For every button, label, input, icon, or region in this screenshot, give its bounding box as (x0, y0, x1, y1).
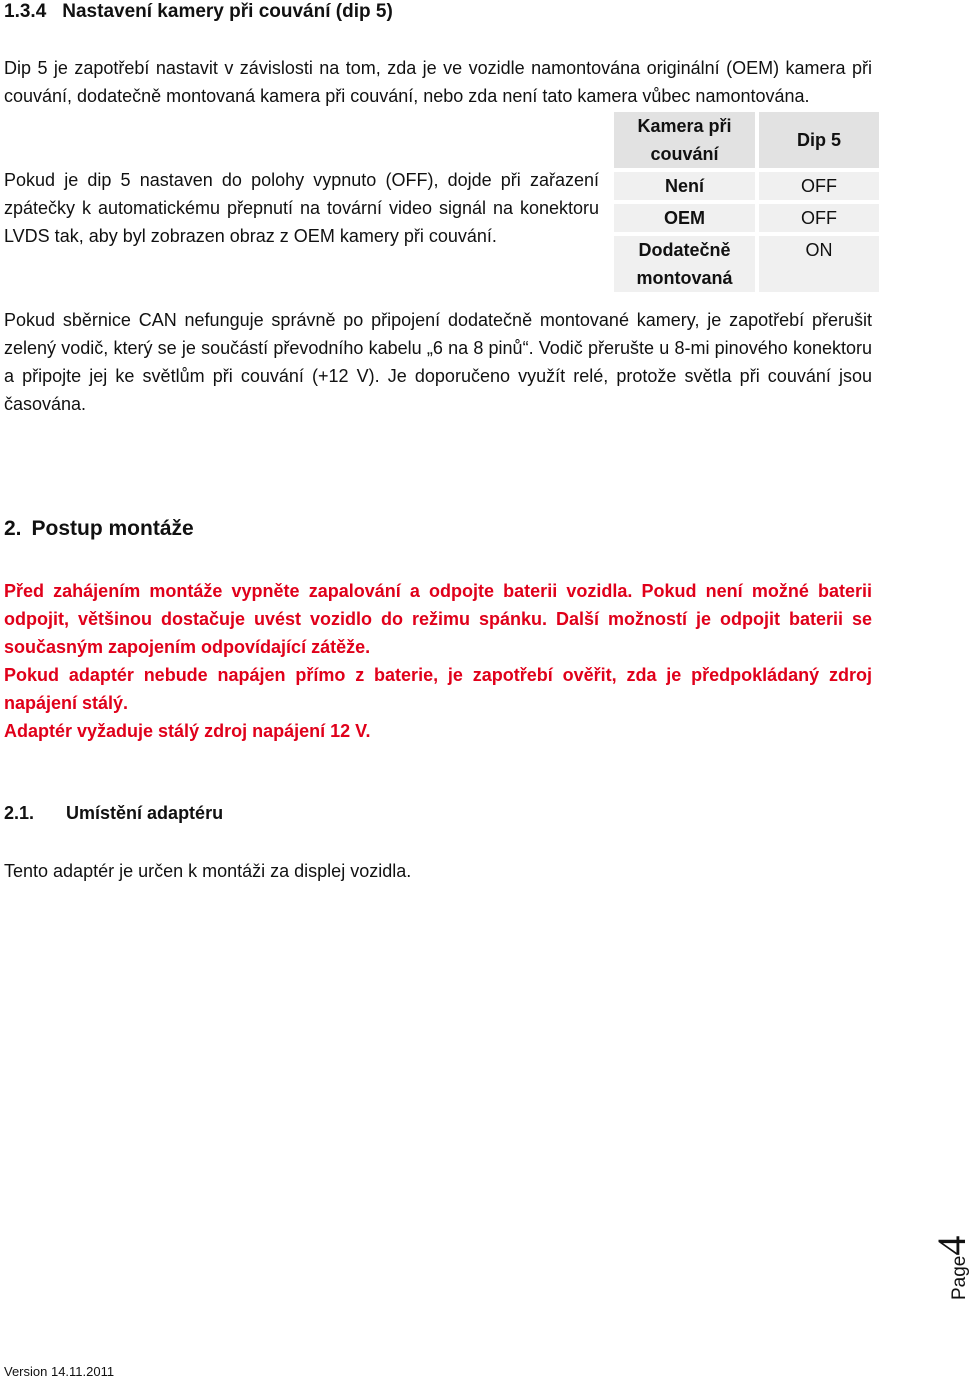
section-title: Postup montáže (31, 517, 194, 540)
table-row-value: OFF (759, 204, 879, 232)
dip5-table (610, 108, 883, 296)
section-title: Nastavení kamery při couvání (dip 5) (62, 1, 393, 22)
section-number: 1.3.4 (4, 1, 47, 22)
intro-paragraph: Dip 5 je zapotřebí nastavit v závislosti na tom, zda je ve vozidle namontována originální (OEM) kamera při couvání, dodatečně montovaná kamera při couvání, nebo zda není tato kamera vůbec namontována. (4, 58, 872, 106)
warning-power-source: Pokud adaptér nebude napájen přímo z baterie, je zapotřebí ověřit, zda je předpokládaný zdroj napájení stálý. (4, 665, 872, 713)
table-row-value: ON (759, 236, 879, 292)
page-num-value: 4 (929, 1235, 974, 1256)
section-number: 2.1. (4, 803, 35, 823)
warning-12v: Adaptér vyžaduje stálý zdroj napájení 12 V. (4, 721, 371, 741)
section-heading (4, 1, 393, 23)
table-header-dip5: Dip 5 (759, 112, 879, 168)
dip5-off-paragraph: Pokud je dip 5 nastaven do polohy vypnuto (OFF), dojde při zařazení zpátečky k automatickému přepnutí na tovární video signál na konektoru LVDS tak, aby byl zobrazen obraz z OEM kamery při couvání. (4, 170, 599, 246)
warning-battery: Před zahájením montáže vypněte zapalování a odpojte baterii vozidla. Pokud není možné baterii odpojit, většinou dostačuje uvést vozidlo do režimu spánku. Další možností je odpojit baterii se současným zapojením odpovídající zátěže. (4, 581, 872, 657)
can-bus-paragraph: Pokud sběrnice CAN nefunguje správně po připojení dodatečně montované kamery, je zapotřebí přerušit zelený vodič, který se je součástí převodního kabelu „6 na 8 pinů“. Vodič přerušte u 8-mi pinového konektoru a připojte jej ke světlům při couvání (+12 V). Je doporučeno využít relé, protože světla při couvání jsou časována. (4, 310, 872, 414)
section-heading (4, 517, 194, 541)
section-title: Umístění adaptéru (66, 803, 224, 823)
footer-version: Version 14.11.2011 (4, 1364, 115, 1379)
table-row-label: Dodatečně montovaná (614, 236, 755, 292)
page-number (928, 1236, 975, 1300)
table-row-value: OFF (759, 172, 879, 200)
section-heading (4, 803, 223, 824)
placement-text: Tento adaptér je určen k montáži za displej vozidla. (4, 861, 412, 881)
table-header-camera: Kamera při couvání (614, 112, 755, 168)
table-row-label: Není (614, 172, 755, 200)
section-number: 2. (4, 517, 22, 540)
table-row-label: OEM (614, 204, 755, 232)
page-label: Page (949, 1255, 970, 1300)
